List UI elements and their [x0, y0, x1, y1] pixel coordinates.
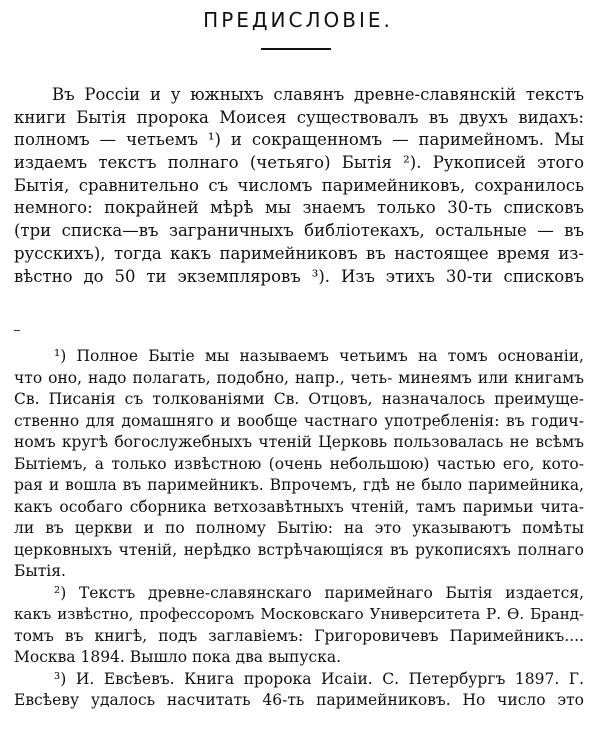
text-line: вѣстно до 50 ти экземпляровъ ³). Изъ этихъ 30-ти списковъ — [14, 266, 584, 286]
footnote-separator — [14, 330, 20, 331]
footnote-1 — [14, 346, 584, 583]
footnote-line: что оно, надо полагать, подобно, напр., четь- минеямъ или книгамъ — [14, 368, 584, 387]
footnote-line: рая и вошла въ паримейникъ. Впрочемъ, гдѣ не было паримейника, — [14, 476, 584, 494]
footnote-line: Бытіемъ, а только извѣстною (очень небольшою) частью его, кото- — [14, 454, 584, 473]
footnote-line: ³) И. Евсѣевъ. Книга пророка Исаіи. С. Петербургъ 1897. Г. — [54, 669, 584, 688]
text-line: немного: покрайней мѣрѣ мы знаемъ только 30-ть списковъ — [14, 198, 584, 218]
text-line: книги Бытія пророка Моисея существовалъ въ двухъ видахъ: — [14, 107, 584, 127]
footnotes — [14, 346, 584, 712]
footnote-2 — [14, 583, 584, 669]
text-line: Бытія, сравнительно съ числомъ паримейниковъ, сохранилось — [14, 175, 584, 195]
title-rule — [261, 48, 331, 50]
footnote-line: церковныхъ чтеній, нерѣдко встрѣчающіяся въ рукописяхъ полнаго — [14, 540, 584, 559]
footnote-line: какъ особаго сборника ветхозавѣтныхъ чтеній, тамъ паримьи чита- — [14, 497, 584, 516]
footnote-line: ли въ церкви и по полному Бытію: на это указываютъ помѣты — [14, 519, 584, 537]
footnote-3 — [14, 669, 584, 712]
footnote-line: ственно для домашняго и вообще частнаго употребленія: въ годич- — [14, 411, 584, 430]
footnote-line: томъ въ книгѣ, подъ заглавіемъ: Григоровичевъ Паримейникъ.... — [14, 626, 584, 645]
footnote-line: Св. Писанія съ толкованіями Св. Отцовъ, назначалось преимуще- — [14, 390, 584, 408]
page-title: ПРЕДИСЛОВІЕ. — [203, 8, 393, 32]
footnote-line: Евсѣеву удалось насчитать 46-ть паримейниковъ. Но число это — [14, 691, 584, 709]
text-line: Въ Россіи и у южныхъ славянъ древне-славянскій текстъ — [52, 85, 584, 104]
footnote-line: ²) Текстъ древне-славянскаго паримейнаго Бытія издается, — [54, 583, 584, 602]
footnote-line: Москва 1894. Вышло пока два выпуска. — [14, 648, 342, 666]
footnote-line: номъ кругѣ богослужебныхъ чтеній Церковь пользовалась не всѣмъ — [14, 433, 584, 451]
main-paragraph — [14, 84, 584, 288]
footnote-line: какъ извѣстно, профессоромъ Московскаго Университета Р. Ѳ. Бранд- — [14, 605, 584, 623]
text-line: полномъ — четьемъ ¹) и сокращенномъ — паримейномъ. Мы — [14, 130, 584, 150]
text-line: русскихъ), тогда какъ паримейниковъ въ настоящее время из- — [14, 243, 584, 263]
footnote-line: Бытія. — [14, 562, 66, 580]
text-line: (три списка—въ заграничныхъ библіотекахъ, остальные — въ — [14, 221, 584, 241]
text-line: издаемъ текстъ полнаго (четьяго) Бытія ²). Рукописей этого — [14, 153, 584, 173]
footnote-line: ¹) Полное Бытіе мы называемъ четьимъ на томъ основаніи, — [54, 347, 584, 365]
